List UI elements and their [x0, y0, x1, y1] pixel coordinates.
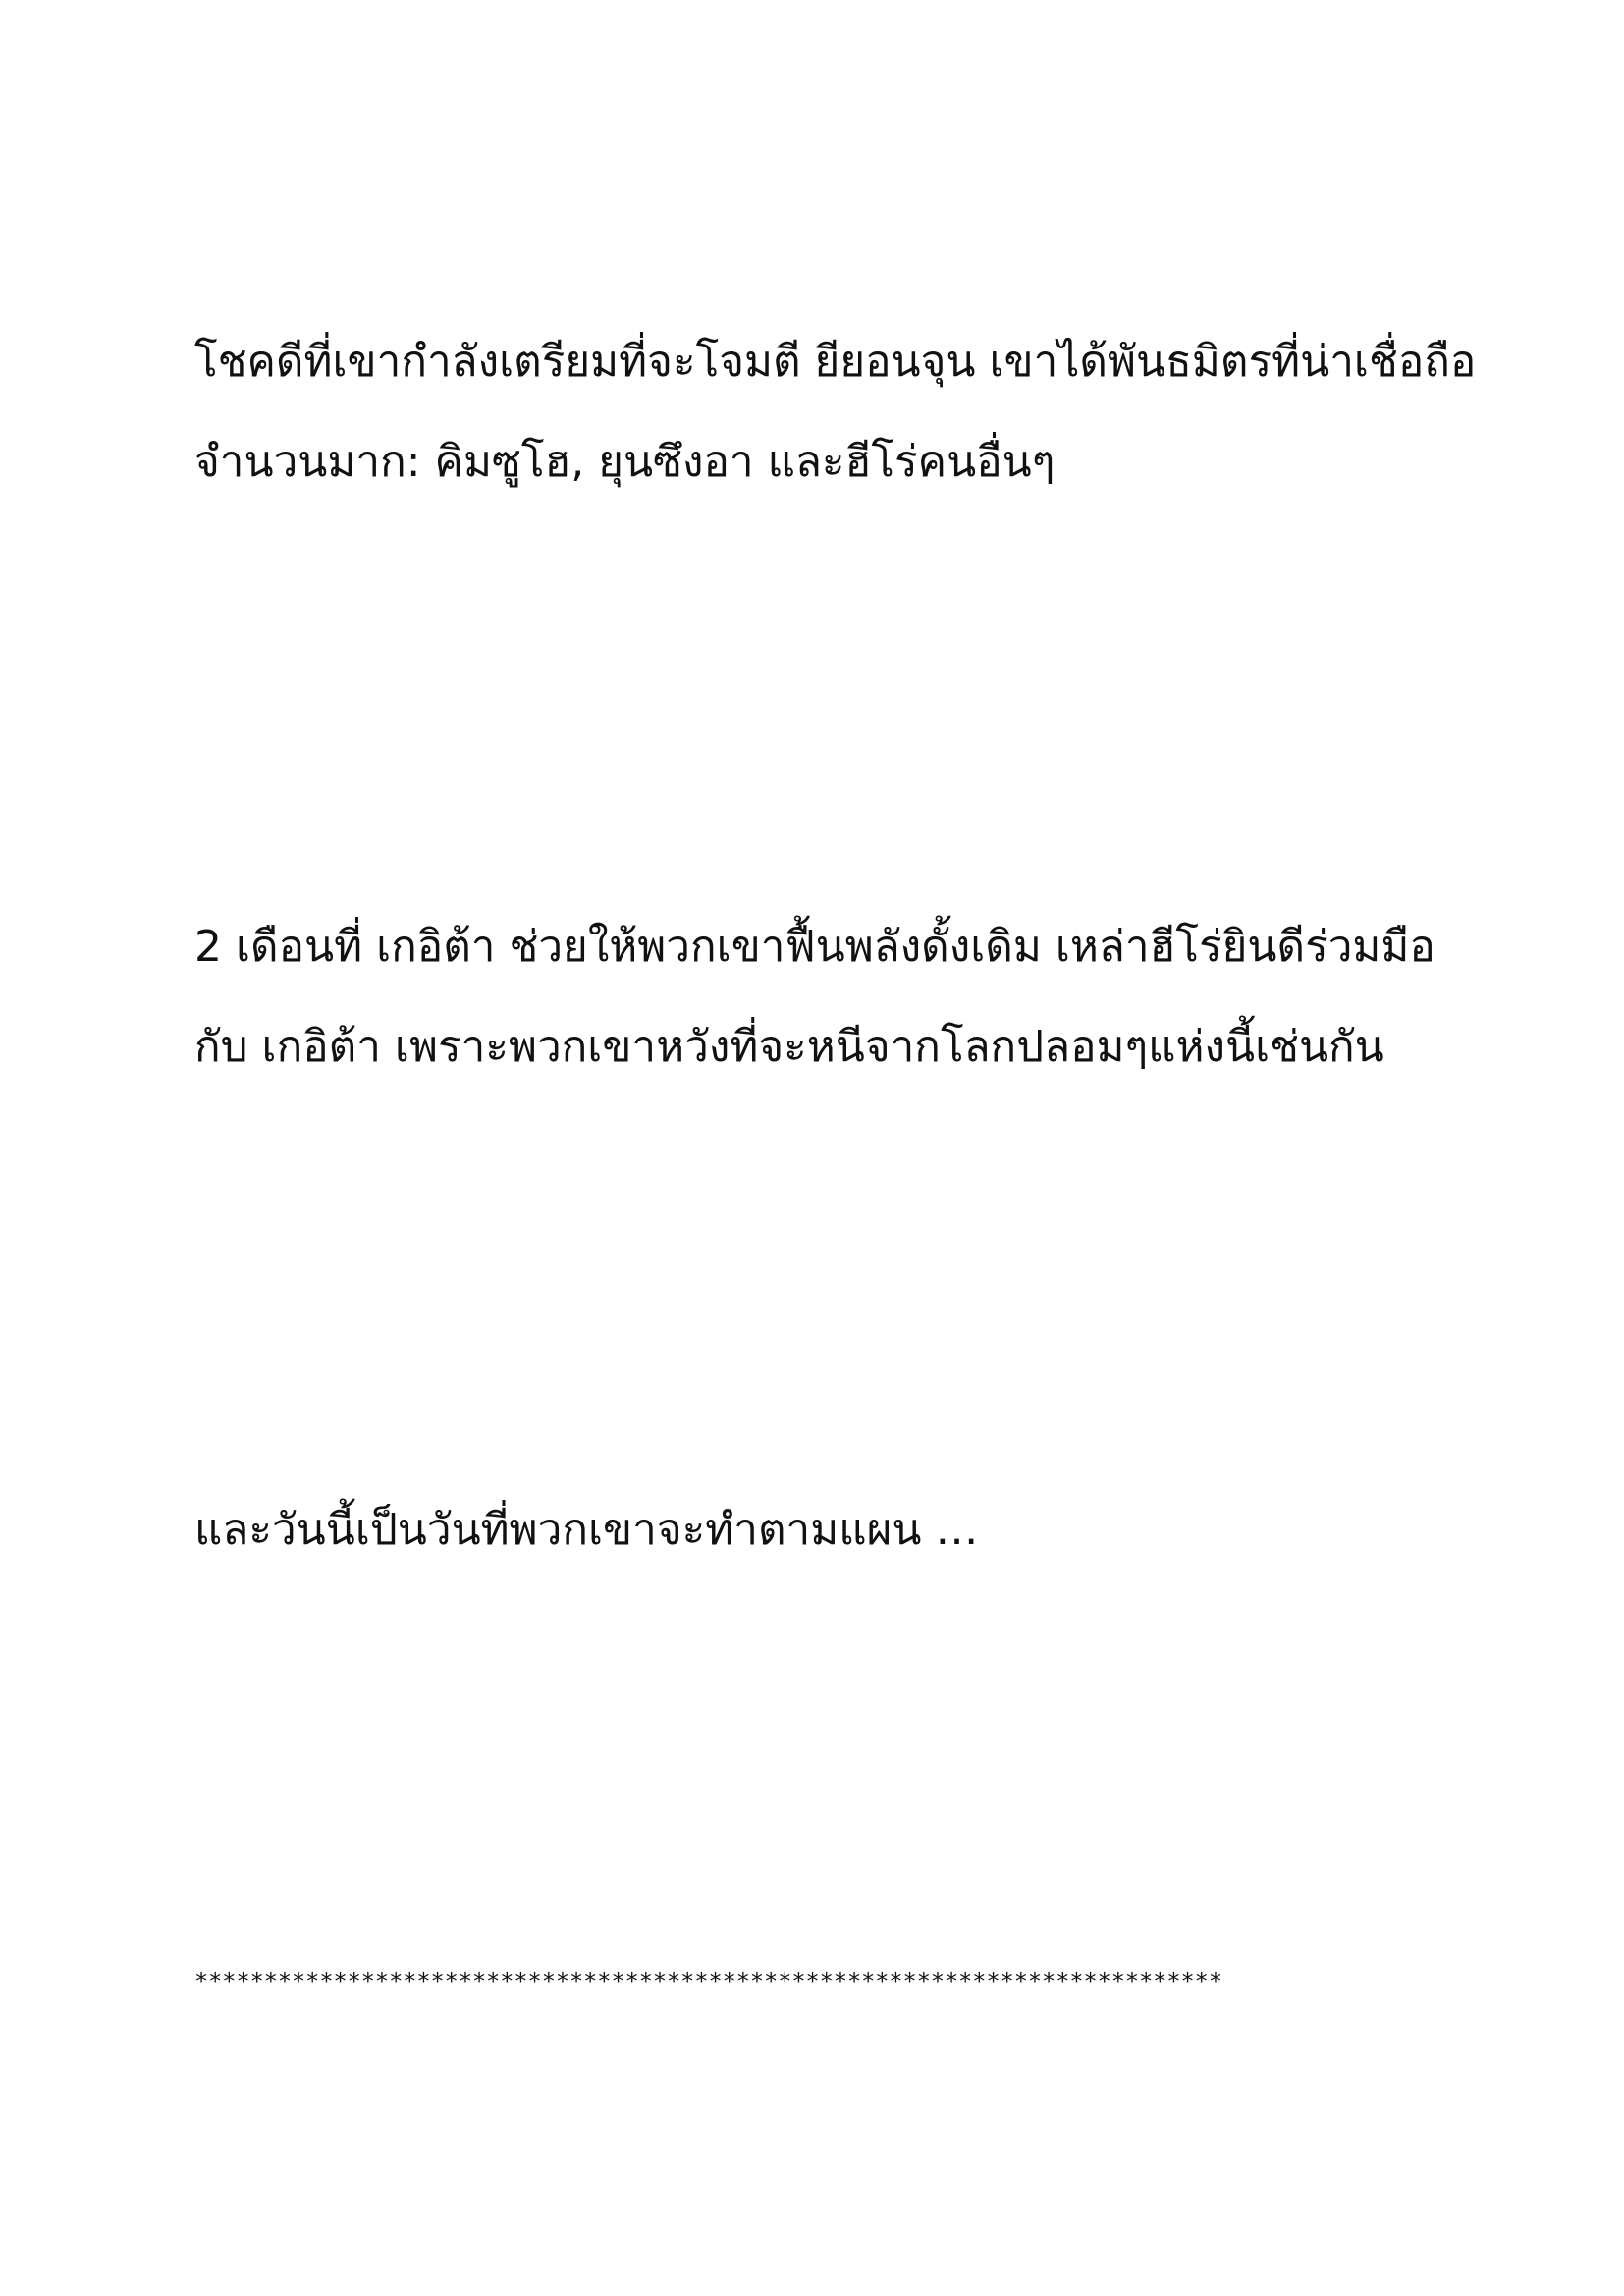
paragraph-line: กับ เกอิต้า เพราะพวกเขาหวังที่จะหนีจากโลกปลอมๆแห่งนี้เช่นกัน	[194, 1022, 1384, 1072]
paragraph-today	[194, 1480, 1451, 1580]
paragraph-line: และวันนี้เป็นวันที่พวกเขาจะทำตามแผน …	[194, 1505, 979, 1555]
paragraph-line: 2 เดือนที่ เกอิต้า ช่วยให้พวกเขาฟื้นพลังดั้งเดิม เหล่าฮีโร่ยินดีร่วมมือ	[194, 922, 1435, 972]
paragraph-line: โชคดีที่เขากำลังเตรียมที่จะโจมตี ยียอนจุน เขาได้พันธมิตรที่น่าเชื่อถือ	[194, 337, 1477, 387]
paragraph-alliance	[194, 312, 1477, 512]
paragraph-two-months	[194, 897, 1451, 1097]
section-divider: **************************************************************************	[194, 1967, 1222, 1995]
paragraph-line: จำนวนมาก: คิมซูโฮ, ยุนซึงอา และฮีโร่คนอื่นๆ	[194, 437, 1056, 487]
